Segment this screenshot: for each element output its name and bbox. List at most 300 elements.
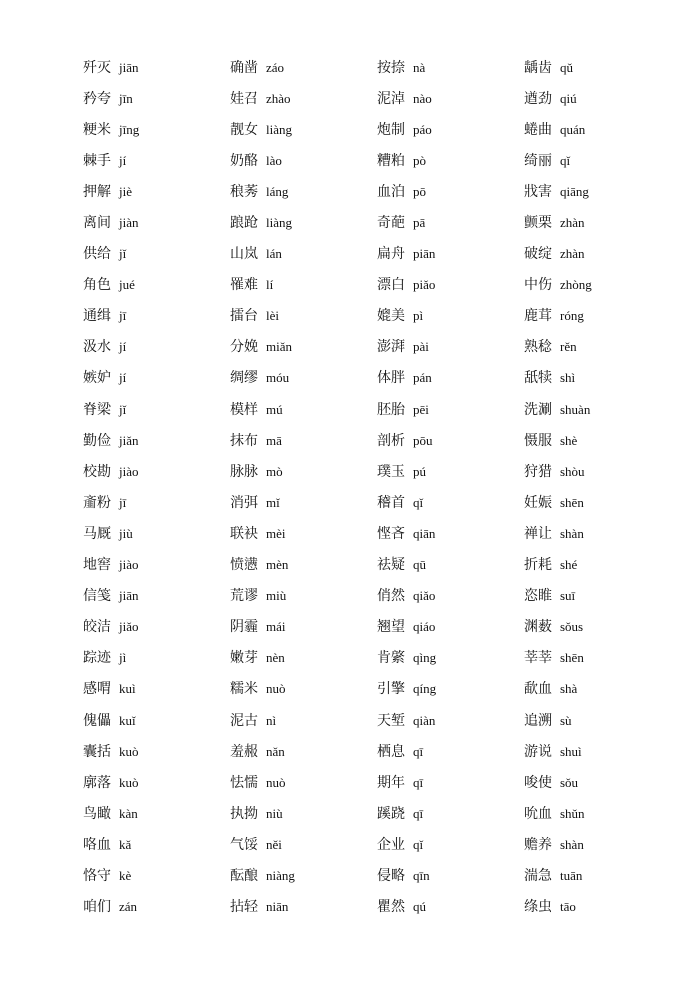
word-entry: [83, 145, 233, 176]
pinyin-reading: nuò: [266, 774, 286, 790]
word-entry: [524, 829, 674, 860]
word-entry: [83, 363, 233, 394]
word-entry: [83, 860, 233, 891]
chinese-word: 抹布: [230, 432, 258, 449]
word-entry: [377, 83, 527, 114]
pinyin-reading: jīng: [119, 121, 140, 137]
word-entry: [524, 798, 674, 829]
pinyin-reading: jué: [119, 277, 135, 293]
word-entry: [524, 550, 674, 581]
chinese-word: 恪守: [83, 867, 111, 884]
pinyin-reading: jiǎo: [119, 619, 139, 635]
word-entry: [83, 114, 233, 145]
pinyin-reading: pōu: [413, 432, 433, 448]
pinyin-reading: tāo: [560, 899, 576, 915]
chinese-word: 咱们: [83, 899, 111, 916]
chinese-word: 按捺: [377, 59, 405, 76]
pinyin-reading: jiān: [119, 588, 139, 604]
chinese-word: 娃召: [230, 90, 258, 107]
chinese-word: 靓女: [230, 121, 258, 138]
pinyin-reading: quán: [560, 121, 586, 137]
word-entry: [524, 612, 674, 643]
pinyin-reading: shuàn: [560, 401, 591, 417]
word-entry: [377, 52, 527, 83]
word-entry: [377, 674, 527, 705]
chinese-word: 媲美: [377, 308, 405, 325]
chinese-word: 嫩芽: [230, 650, 258, 667]
pinyin-reading: láng: [266, 183, 289, 199]
chinese-word: 蹊跷: [377, 805, 405, 822]
word-entry: [524, 114, 674, 145]
chinese-word: 泥古: [230, 712, 258, 729]
word-entry: [524, 207, 674, 238]
word-entry: [83, 239, 233, 270]
chinese-word: 嫉妒: [83, 370, 111, 387]
word-entry: [377, 705, 527, 736]
chinese-word: 折耗: [524, 557, 552, 574]
word-entry: [524, 674, 674, 705]
pinyin-reading: suī: [560, 588, 576, 604]
pinyin-reading: shǔn: [560, 805, 585, 821]
chinese-word: 稂莠: [230, 183, 258, 200]
chinese-word: 颤栗: [524, 215, 552, 232]
pinyin-reading: qiáo: [413, 619, 436, 635]
chinese-word: 肯綮: [377, 650, 405, 667]
chinese-word: 期年: [377, 774, 405, 791]
chinese-word: 马厩: [83, 525, 111, 542]
pinyin-reading: kàn: [119, 805, 138, 821]
chinese-word: 绦虫: [524, 899, 552, 916]
chinese-word: 山岚: [230, 246, 258, 263]
chinese-word: 游说: [524, 743, 552, 760]
pinyin-reading: jī: [119, 308, 127, 324]
word-entry: [230, 425, 380, 456]
pinyin-reading: zhào: [266, 90, 291, 106]
chinese-word: 洗涮: [524, 401, 552, 418]
chinese-word: 廓落: [83, 774, 111, 791]
chinese-word: 侵略: [377, 867, 405, 884]
pinyin-reading: sǒus: [560, 619, 584, 635]
pinyin-reading: zhòng: [560, 277, 592, 293]
word-entry: [377, 487, 527, 518]
chinese-word: 粳米: [83, 121, 111, 138]
chinese-word: 傀儡: [83, 712, 111, 729]
chinese-word: 脊梁: [83, 401, 111, 418]
pinyin-reading: niàng: [266, 867, 295, 883]
word-entry: [230, 892, 380, 923]
chinese-word: 绸缪: [230, 370, 258, 387]
pinyin-reading: qīn: [413, 867, 430, 883]
word-entry: [83, 829, 233, 860]
pinyin-reading: sǒu: [560, 774, 579, 790]
chinese-word: 剖析: [377, 432, 405, 449]
chinese-word: 璞玉: [377, 463, 405, 480]
pinyin-reading: zhàn: [560, 215, 585, 231]
pinyin-reading: jiàn: [119, 215, 139, 231]
chinese-word: 绮丽: [524, 152, 552, 169]
chinese-word: 鸟瞰: [83, 805, 111, 822]
pinyin-reading: jī: [119, 494, 127, 510]
chinese-word: 稽首: [377, 494, 405, 511]
chinese-word: 舐犊: [524, 370, 552, 387]
word-entry: [524, 581, 674, 612]
pinyin-reading: jiào: [119, 557, 139, 573]
word-entry: [524, 145, 674, 176]
pinyin-reading: mā: [266, 432, 282, 448]
word-entry: [83, 83, 233, 114]
word-entry: [83, 705, 233, 736]
chinese-word: 供给: [83, 246, 111, 263]
word-entry: [230, 736, 380, 767]
word-entry: [377, 829, 527, 860]
pinyin-reading: nuò: [266, 681, 286, 697]
chinese-word: 唆使: [524, 774, 552, 791]
word-entry: [230, 145, 380, 176]
pinyin-reading: qiú: [560, 90, 577, 106]
pinyin-reading: sù: [560, 712, 572, 728]
word-entry: [524, 239, 674, 270]
chinese-word: 吮血: [524, 805, 552, 822]
chinese-word: 追溯: [524, 712, 552, 729]
word-entry: [230, 301, 380, 332]
word-entry: [230, 207, 380, 238]
chinese-word: 熟稔: [524, 339, 552, 356]
chinese-word: 中伤: [524, 277, 552, 294]
word-entry: [230, 270, 380, 301]
chinese-word: 怯懦: [230, 774, 258, 791]
chinese-word: 体胖: [377, 370, 405, 387]
pinyin-reading: qiǎo: [413, 588, 436, 604]
pinyin-reading: qī: [413, 805, 424, 821]
word-entry: [377, 270, 527, 301]
chinese-word: 踉跄: [230, 215, 258, 232]
chinese-word: 押解: [83, 183, 111, 200]
word-entry: [524, 425, 674, 456]
pinyin-reading: jí: [119, 339, 127, 355]
pinyin-reading: liàng: [266, 121, 292, 137]
pinyin-reading: pā: [413, 215, 426, 231]
chinese-word: 咯血: [83, 836, 111, 853]
pinyin-reading: jǐ: [119, 401, 127, 417]
pinyin-reading: zhàn: [560, 246, 585, 262]
word-entry: [83, 892, 233, 923]
chinese-word: 模样: [230, 401, 258, 418]
pinyin-reading: mò: [266, 463, 283, 479]
word-entry: [83, 798, 233, 829]
word-entry: [524, 487, 674, 518]
pinyin-reading: kuò: [119, 774, 139, 790]
pinyin-reading: qíng: [413, 681, 437, 697]
word-entry: [83, 518, 233, 549]
word-entry: [83, 550, 233, 581]
chinese-word: 澎湃: [377, 339, 405, 356]
chinese-word: 戕害: [524, 183, 552, 200]
word-entry: [377, 892, 527, 923]
chinese-word: 狩猎: [524, 463, 552, 480]
pinyin-reading: jiǎn: [119, 432, 139, 448]
pinyin-reading: lào: [266, 152, 282, 168]
chinese-word: 阴霾: [230, 619, 258, 636]
word-entry: [524, 270, 674, 301]
word-entry: [377, 456, 527, 487]
chinese-word: 赡养: [524, 836, 552, 853]
pinyin-reading: shé: [560, 557, 578, 573]
pinyin-reading: móu: [266, 370, 290, 386]
chinese-word: 气馁: [230, 836, 258, 853]
word-entry: [524, 394, 674, 425]
word-entry: [230, 829, 380, 860]
word-entry: [83, 612, 233, 643]
pinyin-reading: shēn: [560, 494, 584, 510]
chinese-word: 天堑: [377, 712, 405, 729]
pinyin-reading: nèn: [266, 650, 285, 666]
chinese-word: 确凿: [230, 59, 258, 76]
pinyin-reading: qǐ: [413, 836, 424, 852]
pinyin-reading: qìng: [413, 650, 437, 666]
pinyin-reading: róng: [560, 308, 584, 324]
word-entry: [524, 301, 674, 332]
word-entry: [230, 363, 380, 394]
pinyin-reading: pì: [413, 308, 424, 324]
pinyin-reading: nì: [266, 712, 277, 728]
pinyin-reading: jí: [119, 152, 127, 168]
pinyin-reading: jiù: [119, 525, 133, 541]
word-entry: [83, 207, 233, 238]
chinese-word: 脉脉: [230, 463, 258, 480]
word-entry: [230, 705, 380, 736]
word-entry: [377, 643, 527, 674]
pinyin-reading: shì: [560, 370, 576, 386]
chinese-word: 血泊: [377, 183, 405, 200]
pinyin-reading: jí: [119, 370, 127, 386]
chinese-word: 妊娠: [524, 494, 552, 511]
word-entry: [230, 860, 380, 891]
pinyin-reading: kuò: [119, 743, 139, 759]
word-column-2: [230, 52, 380, 923]
word-entry: [83, 736, 233, 767]
word-entry: [83, 674, 233, 705]
pinyin-reading: piǎo: [413, 277, 436, 293]
word-entry: [83, 581, 233, 612]
word-entry: [230, 581, 380, 612]
word-column-1: [83, 52, 233, 923]
chinese-word: 分娩: [230, 339, 258, 356]
pinyin-reading: pō: [413, 183, 426, 199]
pinyin-reading: qū: [413, 557, 426, 573]
pinyin-reading: mèn: [266, 557, 289, 573]
chinese-word: 踪迹: [83, 650, 111, 667]
pinyin-reading: qǐ: [560, 152, 571, 168]
pinyin-reading: shàn: [560, 836, 584, 852]
pinyin-reading: kuǐ: [119, 712, 136, 728]
chinese-word: 糟粕: [377, 152, 405, 169]
chinese-word: 莘莘: [524, 650, 552, 667]
pinyin-reading: nǎn: [266, 743, 285, 759]
chinese-word: 胚胎: [377, 401, 405, 418]
chinese-word: 联袂: [230, 525, 258, 542]
chinese-word: 慑服: [524, 432, 552, 449]
pinyin-reading: pú: [413, 463, 426, 479]
word-entry: [83, 487, 233, 518]
word-entry: [83, 767, 233, 798]
pinyin-reading: miù: [266, 588, 287, 604]
chinese-word: 糯米: [230, 681, 258, 698]
pinyin-reading: qī: [413, 743, 424, 759]
chinese-word: 执拗: [230, 805, 258, 822]
chinese-word: 歼灭: [83, 59, 111, 76]
word-entry: [230, 176, 380, 207]
word-entry: [230, 456, 380, 487]
word-entry: [83, 394, 233, 425]
chinese-word: 羞赧: [230, 743, 258, 760]
chinese-word: 奇葩: [377, 215, 405, 232]
word-entry: [377, 736, 527, 767]
word-entry: [377, 207, 527, 238]
word-entry: [377, 332, 527, 363]
word-entry: [230, 767, 380, 798]
chinese-word: 祛疑: [377, 557, 405, 574]
word-entry: [377, 581, 527, 612]
word-entry: [524, 363, 674, 394]
pinyin-reading: mú: [266, 401, 283, 417]
word-entry: [83, 456, 233, 487]
pinyin-reading: qǐ: [413, 494, 424, 510]
pinyin-reading: shuì: [560, 743, 582, 759]
chinese-word: 禅让: [524, 525, 552, 542]
word-entry: [377, 425, 527, 456]
chinese-word: 龋齿: [524, 59, 552, 76]
chinese-word: 愤懑: [230, 557, 258, 574]
pinyin-reading: zán: [119, 899, 138, 915]
chinese-word: 离间: [83, 215, 111, 232]
chinese-word: 角色: [83, 277, 111, 294]
pinyin-reading: qiāng: [560, 183, 589, 199]
word-entry: [377, 798, 527, 829]
chinese-word: 皎洁: [83, 619, 111, 636]
chinese-word: 校勘: [83, 463, 111, 480]
pinyin-reading: kǎ: [119, 836, 132, 852]
chinese-word: 擂台: [230, 308, 258, 325]
chinese-word: 漂白: [377, 277, 405, 294]
pinyin-reading: jiào: [119, 463, 139, 479]
chinese-word: 企业: [377, 836, 405, 853]
pinyin-reading: jiān: [119, 59, 139, 75]
chinese-word: 遒劲: [524, 90, 552, 107]
chinese-word: 翘望: [377, 619, 405, 636]
pinyin-reading: pò: [413, 152, 426, 168]
word-entry: [230, 239, 380, 270]
word-entry: [377, 114, 527, 145]
chinese-word: 拈轻: [230, 899, 258, 916]
chinese-word: 恣睢: [524, 588, 552, 605]
chinese-word: 泥淖: [377, 90, 405, 107]
chinese-word: 蜷曲: [524, 121, 552, 138]
pinyin-reading: nà: [413, 59, 426, 75]
word-entry: [230, 612, 380, 643]
chinese-word: 扁舟: [377, 246, 405, 263]
pinyin-reading: záo: [266, 59, 285, 75]
pinyin-reading: piān: [413, 246, 436, 262]
chinese-word: 荒谬: [230, 588, 258, 605]
word-entry: [377, 767, 527, 798]
pinyin-reading: qú: [413, 899, 426, 915]
chinese-word: 俏然: [377, 588, 405, 605]
word-entry: [524, 860, 674, 891]
word-entry: [524, 83, 674, 114]
pinyin-reading: shàn: [560, 525, 584, 541]
word-entry: [230, 332, 380, 363]
pinyin-reading: mǐ: [266, 494, 280, 510]
chinese-word: 鹿茸: [524, 308, 552, 325]
word-entry: [377, 394, 527, 425]
pinyin-reading: jiè: [119, 183, 132, 199]
word-entry: [230, 394, 380, 425]
chinese-word: 湍急: [524, 867, 552, 884]
word-entry: [377, 860, 527, 891]
word-entry: [230, 674, 380, 705]
pinyin-reading: jǐ: [119, 246, 127, 262]
chinese-word: 汲水: [83, 339, 111, 356]
pinyin-reading: qiàn: [413, 712, 436, 728]
chinese-word: 矜夸: [83, 90, 111, 107]
chinese-word: 破绽: [524, 246, 552, 263]
word-entry: [524, 52, 674, 83]
pinyin-reading: mái: [266, 619, 286, 635]
word-entry: [524, 518, 674, 549]
word-entry: [83, 425, 233, 456]
word-entry: [377, 550, 527, 581]
chinese-word: 地窖: [83, 557, 111, 574]
word-entry: [524, 176, 674, 207]
word-column-3: [377, 52, 527, 923]
word-entry: [377, 176, 527, 207]
pinyin-reading: shòu: [560, 463, 585, 479]
chinese-word: 酝酿: [230, 867, 258, 884]
pinyin-reading: miǎn: [266, 339, 292, 355]
chinese-word: 棘手: [83, 152, 111, 169]
word-entry: [83, 270, 233, 301]
chinese-word: 感喟: [83, 681, 111, 698]
word-entry: [83, 301, 233, 332]
word-entry: [377, 518, 527, 549]
word-column-4: [524, 52, 674, 923]
word-entry: [524, 643, 674, 674]
chinese-word: 信笺: [83, 588, 111, 605]
word-entry: [83, 52, 233, 83]
pinyin-reading: jì: [119, 650, 127, 666]
word-entry: [524, 332, 674, 363]
pinyin-reading: kuì: [119, 681, 136, 697]
chinese-word: 歃血: [524, 681, 552, 698]
pinyin-reading: shè: [560, 432, 578, 448]
pinyin-reading: lèi: [266, 308, 279, 324]
chinese-word: 齑粉: [83, 494, 111, 511]
word-entry: [524, 456, 674, 487]
pinyin-reading: mèi: [266, 525, 286, 541]
pinyin-reading: pēi: [413, 401, 429, 417]
pinyin-reading: niù: [266, 805, 283, 821]
word-entry: [230, 114, 380, 145]
chinese-word: 通缉: [83, 308, 111, 325]
pinyin-reading: liàng: [266, 215, 292, 231]
word-entry: [230, 487, 380, 518]
pinyin-reading: qǔ: [560, 59, 573, 75]
word-entry: [524, 892, 674, 923]
pinyin-reading: lán: [266, 246, 282, 262]
word-entry: [230, 798, 380, 829]
pinyin-reading: nào: [413, 90, 432, 106]
word-entry: [83, 332, 233, 363]
